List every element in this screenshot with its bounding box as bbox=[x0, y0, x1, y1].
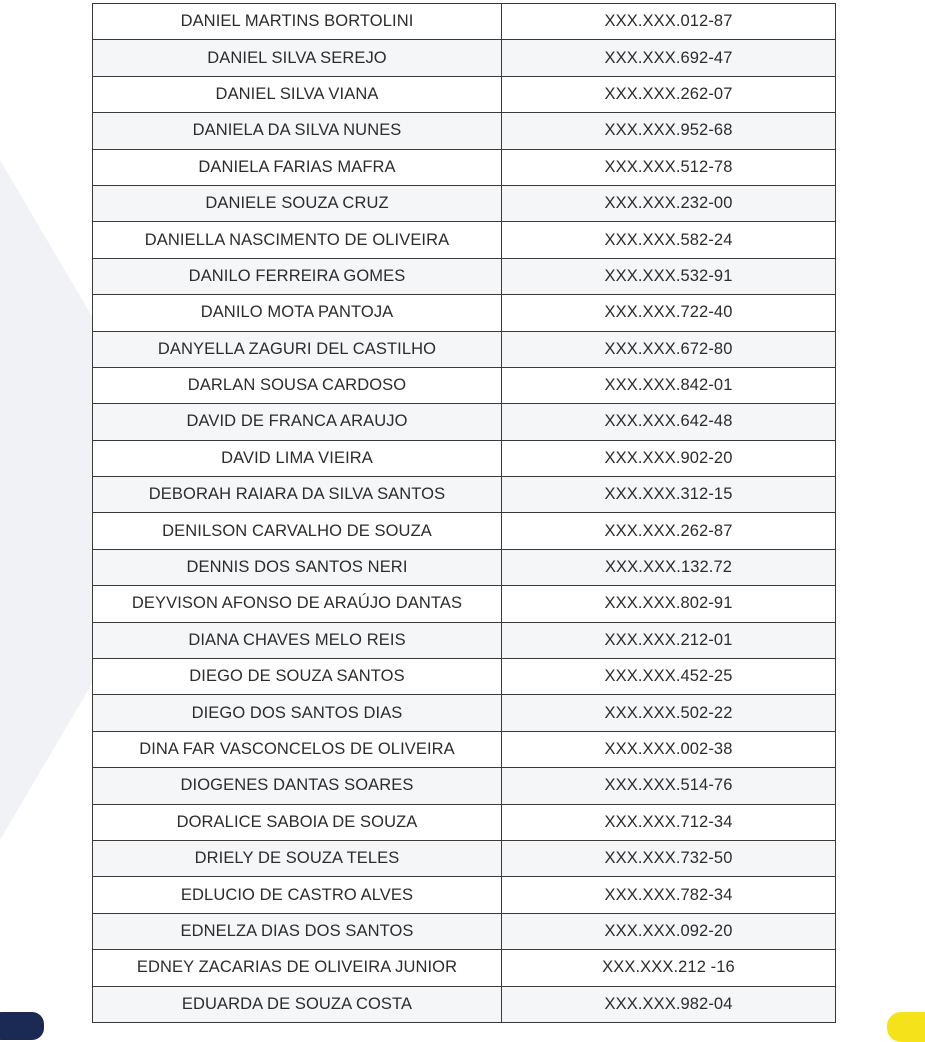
name-cell: DAVID DE FRANCA ARAUJO bbox=[93, 404, 502, 440]
table-row bbox=[93, 804, 836, 840]
table-row bbox=[93, 440, 836, 476]
name-cell: DRIELY DE SOUZA TELES bbox=[93, 840, 502, 876]
cpf-cell: XXX.XXX.262-87 bbox=[502, 513, 836, 549]
cpf-cell: XXX.XXX.732-50 bbox=[502, 840, 836, 876]
name-cell: EDNEY ZACARIAS DE OLIVEIRA JUNIOR bbox=[93, 950, 502, 986]
table-row bbox=[93, 695, 836, 731]
cpf-cell: XXX.XXX.262-07 bbox=[502, 76, 836, 112]
table-row bbox=[93, 586, 836, 622]
table-row bbox=[93, 986, 836, 1022]
table-row bbox=[93, 331, 836, 367]
cpf-cell: XXX.XXX.132.72 bbox=[502, 549, 836, 585]
name-cell: DANIELA FARIAS MAFRA bbox=[93, 149, 502, 185]
cpf-cell: XXX.XXX.502-22 bbox=[502, 695, 836, 731]
table-row bbox=[93, 149, 836, 185]
cpf-cell: XXX.XXX.782-34 bbox=[502, 877, 836, 913]
table-row bbox=[93, 185, 836, 221]
name-cell: DAVID LIMA VIEIRA bbox=[93, 440, 502, 476]
cpf-cell: XXX.XXX.582-24 bbox=[502, 222, 836, 258]
table-row bbox=[93, 731, 836, 767]
table-row bbox=[93, 877, 836, 913]
name-cell: DINA FAR VASCONCELOS DE OLIVEIRA bbox=[93, 731, 502, 767]
cpf-cell: XXX.XXX.722-40 bbox=[502, 295, 836, 331]
cpf-cell: XXX.XXX.802-91 bbox=[502, 586, 836, 622]
name-cell: DANIEL SILVA VIANA bbox=[93, 76, 502, 112]
name-cell: EDUARDA DE SOUZA COSTA bbox=[93, 986, 502, 1022]
name-cell: EDLUCIO DE CASTRO ALVES bbox=[93, 877, 502, 913]
table-row bbox=[93, 622, 836, 658]
cpf-cell: XXX.XXX.692-47 bbox=[502, 40, 836, 76]
name-cpf-table-container bbox=[92, 3, 833, 1023]
name-cell: DENILSON CARVALHO DE SOUZA bbox=[93, 513, 502, 549]
name-cell: DIOGENES DANTAS SOARES bbox=[93, 768, 502, 804]
table-row bbox=[93, 768, 836, 804]
cpf-cell: XXX.XXX.672-80 bbox=[502, 331, 836, 367]
name-cpf-table bbox=[92, 3, 836, 1023]
name-cell: DANILO MOTA PANTOJA bbox=[93, 295, 502, 331]
cpf-cell: XXX.XXX.982-04 bbox=[502, 986, 836, 1022]
name-cell: DIEGO DE SOUZA SANTOS bbox=[93, 659, 502, 695]
table-row bbox=[93, 477, 836, 513]
table-row bbox=[93, 113, 836, 149]
cpf-cell: XXX.XXX.532-91 bbox=[502, 258, 836, 294]
cpf-cell: XXX.XXX.952-68 bbox=[502, 113, 836, 149]
name-cell: DEBORAH RAIARA DA SILVA SANTOS bbox=[93, 477, 502, 513]
cpf-cell: XXX.XXX.514-76 bbox=[502, 768, 836, 804]
cpf-cell: XXX.XXX.902-20 bbox=[502, 440, 836, 476]
cpf-cell: XXX.XXX.012-87 bbox=[502, 4, 836, 40]
name-cell: DEYVISON AFONSO DE ARAÚJO DANTAS bbox=[93, 586, 502, 622]
table-row bbox=[93, 295, 836, 331]
cpf-cell: XXX.XXX.842-01 bbox=[502, 367, 836, 403]
table-body bbox=[93, 4, 836, 1023]
table-row bbox=[93, 513, 836, 549]
table-row bbox=[93, 913, 836, 949]
name-cell: DANIEL MARTINS BORTOLINI bbox=[93, 4, 502, 40]
name-cell: DENNIS DOS SANTOS NERI bbox=[93, 549, 502, 585]
table-row bbox=[93, 40, 836, 76]
table-row bbox=[93, 222, 836, 258]
cpf-cell: XXX.XXX.212 -16 bbox=[502, 950, 836, 986]
name-cell: EDNELZA DIAS DOS SANTOS bbox=[93, 913, 502, 949]
cpf-cell: XXX.XXX.002-38 bbox=[502, 731, 836, 767]
name-cell: DANILO FERREIRA GOMES bbox=[93, 258, 502, 294]
name-cell: DIANA CHAVES MELO REIS bbox=[93, 622, 502, 658]
table-row bbox=[93, 840, 836, 876]
table-row bbox=[93, 950, 836, 986]
table-row bbox=[93, 4, 836, 40]
table-row bbox=[93, 76, 836, 112]
cpf-cell: XXX.XXX.092-20 bbox=[502, 913, 836, 949]
name-cell: DANIELLA NASCIMENTO DE OLIVEIRA bbox=[93, 222, 502, 258]
cpf-cell: XXX.XXX.452-25 bbox=[502, 659, 836, 695]
name-cell: DANIELE SOUZA CRUZ bbox=[93, 185, 502, 221]
yellow-corner-accent bbox=[887, 1012, 925, 1042]
table-row bbox=[93, 659, 836, 695]
name-cell: DANIELA DA SILVA NUNES bbox=[93, 113, 502, 149]
cpf-cell: XXX.XXX.312-15 bbox=[502, 477, 836, 513]
table-row bbox=[93, 258, 836, 294]
name-cell: DANIEL SILVA SEREJO bbox=[93, 40, 502, 76]
name-cell: DORALICE SABOIA DE SOUZA bbox=[93, 804, 502, 840]
name-cell: DARLAN SOUSA CARDOSO bbox=[93, 367, 502, 403]
table-row bbox=[93, 549, 836, 585]
cpf-cell: XXX.XXX.642-48 bbox=[502, 404, 836, 440]
cpf-cell: XXX.XXX.512-78 bbox=[502, 149, 836, 185]
name-cell: DIEGO DOS SANTOS DIAS bbox=[93, 695, 502, 731]
cpf-cell: XXX.XXX.212-01 bbox=[502, 622, 836, 658]
table-row bbox=[93, 367, 836, 403]
table-row bbox=[93, 404, 836, 440]
cpf-cell: XXX.XXX.232-00 bbox=[502, 185, 836, 221]
navy-corner-accent bbox=[0, 1012, 44, 1040]
name-cell: DANYELLA ZAGURI DEL CASTILHO bbox=[93, 331, 502, 367]
cpf-cell: XXX.XXX.712-34 bbox=[502, 804, 836, 840]
